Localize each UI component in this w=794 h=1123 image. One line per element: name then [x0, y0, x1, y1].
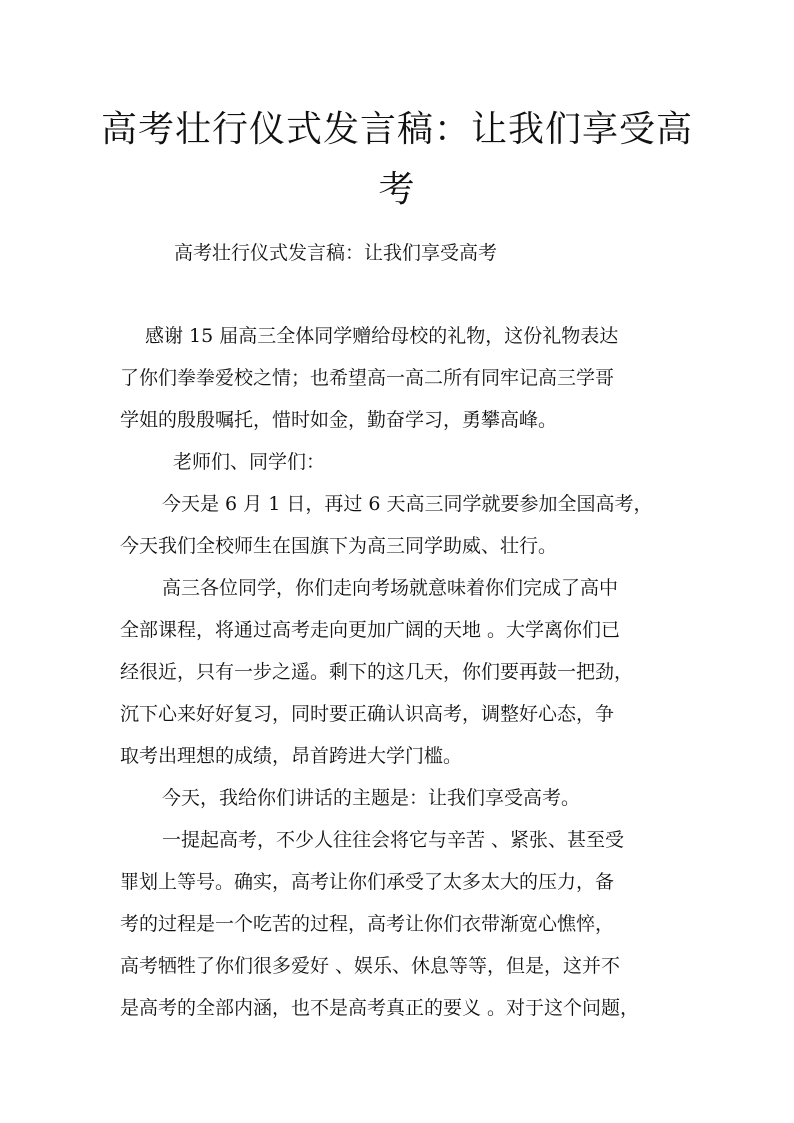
- document-subtitle: 高考壮行仪式发言稿：让我们享受高考: [174, 242, 498, 264]
- document-title: [100, 100, 694, 220]
- body-line: 高考牺牲了你们很多爱好 、娱乐、休息等等，但是，这并不: [120, 955, 621, 977]
- body-line: 学姐的殷殷嘱托，惜时如金，勤奋学习，勇攀高峰。: [120, 409, 558, 431]
- body-line: 今天，我给你们讲话的主题是：让我们享受高考。: [162, 787, 581, 809]
- title-line-1: 高考壮行仪式发言稿：让我们享受高: [100, 109, 693, 150]
- body-line: 一提起高考，不少人往往会将它与辛苦 、紧张、甚至受: [162, 829, 625, 851]
- body-line: 老师们、同学们：: [173, 451, 326, 473]
- body-line: 沉下心来好好复习，同时要正确认识高考，调整好心态，争: [120, 703, 615, 725]
- body-line: 考的过程是一个吃苦的过程，高考让你们衣带渐宽心憔悴，: [120, 913, 615, 935]
- body-line: 经很近，只有一步之遥。剩下的这几天，你们要再鼓一把劲，: [120, 661, 634, 683]
- body-line: 全部课程，将通过高考走向更加广阔的天地 。大学离你们已: [120, 619, 621, 641]
- title-line-2: 考: [378, 169, 416, 210]
- body-line: 了你们拳拳爱校之情；也希望高一高二所有同牢记高三学哥: [120, 367, 615, 389]
- body-line: 高三各位同学，你们走向考场就意味着你们完成了高中: [162, 577, 619, 599]
- body-line: 取考出理想的成绩，昂首跨进大学门槛。: [120, 745, 463, 767]
- body-line: 今天是 6 月 1 日，再过 6 天高三同学就要参加全国高考，: [162, 493, 653, 515]
- body-line: 今天我们全校师生在国旗下为高三同学助威、壮行。: [120, 535, 558, 557]
- body-line: 是高考的全部内涵，也不是高考真正的要义 。对于这个问题，: [120, 997, 640, 1019]
- body-line: 罪划上等号。确实，高考让你们承受了太多太大的压力，备: [120, 871, 615, 893]
- body-line: 感谢 15 届高三全体同学赠给母校的礼物，这份礼物表达: [145, 325, 619, 347]
